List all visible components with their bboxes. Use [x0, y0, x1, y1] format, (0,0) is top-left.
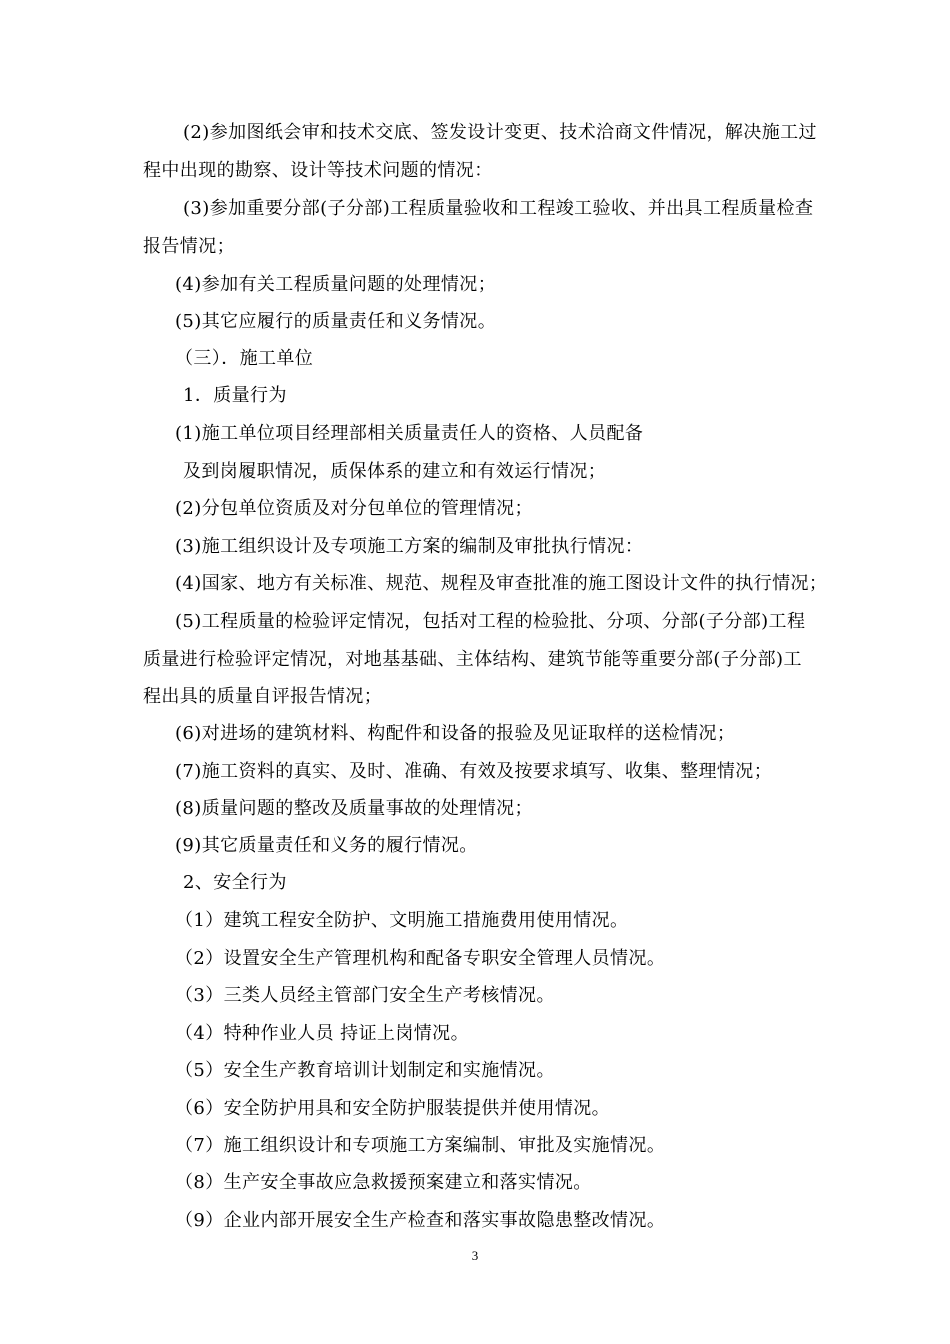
text-line: (4)参加有关工程质量问题的处理情况；	[175, 274, 497, 295]
section-heading: （三）．施工单位	[175, 348, 314, 369]
text-line: 及到岗履职情况，质保体系的建立和有效运行情况；	[183, 461, 607, 482]
subsection-heading: 1．质量行为	[183, 385, 287, 406]
text-line: (8)质量问题的整改及质量事故的处理情况；	[175, 798, 533, 819]
text-line: 报告情况；	[143, 236, 235, 257]
text-line: (7)施工资料的真实、及时、准确、有效及按要求填写、收集、整理情况；	[175, 761, 773, 782]
subsection-heading: 2、安全行为	[183, 872, 287, 893]
text-line: (2)参加图纸会审和技术交底、签发设计变更、技术洽商文件情况，解决施工过	[183, 122, 817, 143]
text-line: 质量进行检验评定情况，对地基基础、主体结构、建筑节能等重要分部(子分部)工	[143, 649, 802, 670]
text-line: 程出具的质量自评报告情况；	[143, 686, 383, 707]
page-number: 3	[471, 1248, 479, 1263]
text-line: （5）安全生产教育培训计划制定和实施情况。	[175, 1060, 555, 1081]
text-line: （1）建筑工程安全防护、文明施工措施费用使用情况。	[175, 910, 629, 931]
text-line: (6)对进场的建筑材料、构配件和设备的报验及见证取样的送检情况；	[175, 723, 736, 744]
text-line: (5)工程质量的检验评定情况，包括对工程的检验批、分项、分部(子分部)工程	[175, 611, 806, 632]
text-line: (3)施工组织设计及专项施工方案的编制及审批执行情况：	[175, 536, 644, 557]
text-line: （2）设置安全生产管理机构和配备专职安全管理人员情况。	[175, 948, 666, 969]
text-line: 程中出现的勘察、设计等技术问题的情况：	[143, 160, 493, 181]
text-line: (4)国家、地方有关标准、规范、规程及审查批准的施工图设计文件的执行情况；	[175, 573, 828, 594]
text-line: (2)分包单位资质及对分包单位的管理情况；	[175, 498, 533, 519]
text-line: (5)其它应履行的质量责任和义务情况。	[175, 311, 497, 332]
text-line: （3）三类人员经主管部门安全生产考核情况。	[175, 985, 555, 1006]
text-line: (1)施工单位项目经理部相关质量责任人的资格、人员配备	[175, 423, 644, 444]
text-line: （7）施工组织设计和专项施工方案编制、审批及实施情况。	[175, 1135, 666, 1156]
text-line: （4）特种作业人员 持证上岗情况。	[175, 1023, 469, 1044]
text-line: （9）企业内部开展安全生产检查和落实事故隐患整改情况。	[175, 1210, 666, 1231]
text-line: (9)其它质量责任和义务的履行情况。	[175, 835, 478, 856]
text-line: （8）生产安全事故应急救援预案建立和落实情况。	[175, 1172, 592, 1193]
text-line: (3)参加重要分部(子分部)工程质量验收和工程竣工验收、并出具工程质量检查	[183, 198, 814, 219]
text-line: （6）安全防护用具和安全防护服装提供并使用情况。	[175, 1098, 611, 1119]
